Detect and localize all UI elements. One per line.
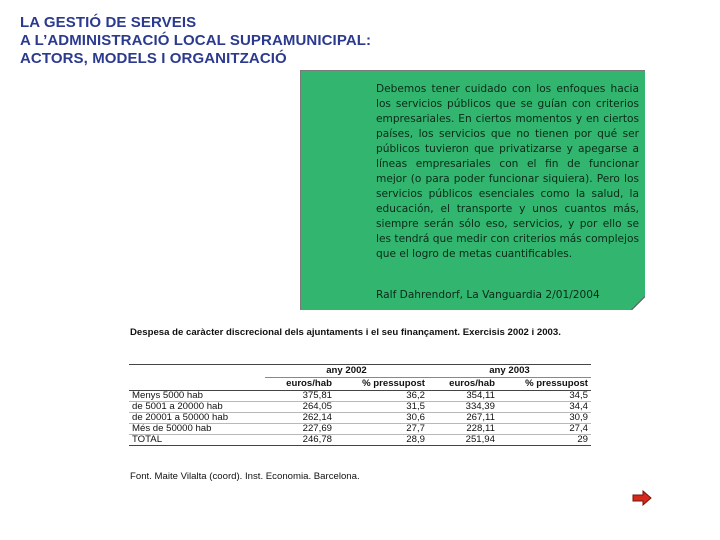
table-header-units xyxy=(129,378,591,391)
cell-value: 246,78 xyxy=(265,435,335,446)
cell-value: 354,11 xyxy=(428,391,498,402)
table-row xyxy=(129,413,591,424)
cell-value: 30,6 xyxy=(335,413,428,424)
cell-value: 27,4 xyxy=(498,424,591,435)
cell-value: 251,94 xyxy=(428,435,498,446)
table-header-years xyxy=(129,365,591,378)
header-empty xyxy=(129,378,265,391)
table-row xyxy=(129,402,591,413)
cell-value: 36,2 xyxy=(335,391,428,402)
cell-value: 31,5 xyxy=(335,402,428,413)
header-year-2002: any 2002 xyxy=(265,365,428,378)
row-label: Menys 5000 hab xyxy=(129,391,265,402)
cell-value: 27,7 xyxy=(335,424,428,435)
quote-note xyxy=(300,70,645,310)
table-caption: Despesa de caràcter discrecional dels ajuntaments i el seu finançament. Exercisis 2002 i 2003. xyxy=(130,327,561,338)
right-arrow-icon xyxy=(632,490,652,506)
row-label: TOTAL xyxy=(129,435,265,446)
header-year-2003: any 2003 xyxy=(428,365,591,378)
table-row xyxy=(129,391,591,402)
cell-value: 228,11 xyxy=(428,424,498,435)
table-row-total xyxy=(129,435,591,446)
cell-value: 264,05 xyxy=(265,402,335,413)
cell-value: 29 xyxy=(498,435,591,446)
row-label: de 20001 a 50000 hab xyxy=(129,413,265,424)
expenditure-table xyxy=(129,364,591,446)
title-line-3: ACTORS, MODELS I ORGANITZACIÓ xyxy=(20,50,287,67)
cell-value: 34,5 xyxy=(498,391,591,402)
slide-title xyxy=(20,14,371,68)
table-row xyxy=(129,424,591,435)
row-label: Més de 50000 hab xyxy=(129,424,265,435)
header-unit: euros/hab xyxy=(265,378,335,391)
cell-value: 267,11 xyxy=(428,413,498,424)
cell-value: 375,81 xyxy=(265,391,335,402)
cell-value: 262,14 xyxy=(265,413,335,424)
title-line-2: A L’ADMINISTRACIÓ LOCAL SUPRAMUNICIPAL: xyxy=(20,32,372,49)
header-unit: euros/hab xyxy=(428,378,498,391)
cell-value: 334,39 xyxy=(428,402,498,413)
cell-value: 30,9 xyxy=(498,413,591,424)
quote-author: Ralf Dahrendorf, La Vanguardia 2/01/2004 xyxy=(376,289,600,301)
title-line-1: LA GESTIÓ DE SERVEIS xyxy=(20,14,197,31)
cell-value: 34,4 xyxy=(498,402,591,413)
next-slide-button[interactable] xyxy=(632,490,652,506)
row-label: de 5001 a 20000 hab xyxy=(129,402,265,413)
cell-value: 28,9 xyxy=(335,435,428,446)
table-source: Font. Maite Vilalta (coord). Inst. Economia. Barcelona. xyxy=(130,471,360,482)
cell-value: 227,69 xyxy=(265,424,335,435)
quote-text: Debemos tener cuidado con los enfoques hacia los servicios públicos que se guían con criterios empresariales. En ciertos momentos y en ciertos países, los servicios que no tienen por qué ser públicos tuvieron que privatizarse y apegarse a líneas empresariales con el fin de funcionar mejor (o para poder funcionar siquiera). Pero los servicios públicos esenciales como la salud, la educación, el transporte y unos cuantos más, siempre serán sólo eso, servicios, y por ello se les tendrá que medir con criterios más complejos que el logro de metas cuantificables. xyxy=(376,83,639,260)
header-empty xyxy=(129,365,265,378)
header-unit: % pressupost xyxy=(498,378,591,391)
header-unit: % pressupost xyxy=(335,378,428,391)
